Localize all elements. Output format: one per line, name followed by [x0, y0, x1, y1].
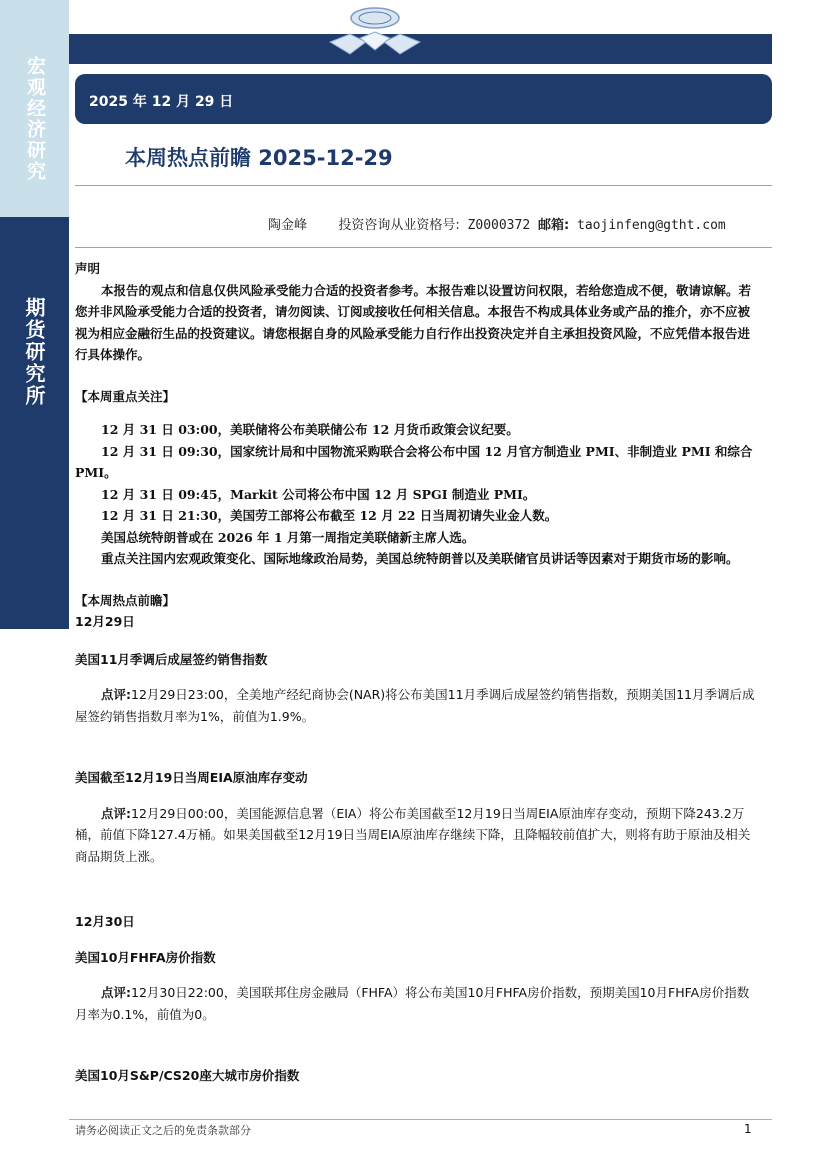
event-title: 美国截至12月19日当周EIA原油库存变动 — [75, 770, 308, 785]
focus-item: 12 月 31 日 21:30，美国劳工部将公布截至 12 月 22 日当周初请失业金人数。 — [101, 508, 558, 523]
report-body — [75, 258, 755, 1087]
page-title: 本周热点前瞻 2025-12-29 — [125, 146, 393, 170]
footer-disclaimer-note: 请务必阅读正文之后的免责条款部分 — [75, 1124, 251, 1137]
event-comment — [75, 803, 755, 868]
focus-item: 12 月 31 日 09:30，国家统计局和中国物流采购联合会将公布中国 12 月官方制造业 PMI、非制造业 PMI 和综合 PMI。 — [75, 443, 753, 480]
sidebar-bottom-panel — [0, 217, 69, 629]
footer-divider — [69, 1119, 772, 1120]
day-heading: 12月29日 — [75, 614, 135, 629]
sidebar-category-label: 宏观经济研究 — [24, 56, 46, 182]
focus-heading: 【本周重点关注】 — [75, 388, 176, 404]
divider — [75, 247, 772, 248]
focus-item: 美国总统特朗普或在 2026 年 1 月第一周指定美联储新主席人选。 — [101, 529, 475, 545]
qualification-label: 投资咨询从业资格号: — [338, 218, 460, 233]
comment-label: 点评: — [101, 687, 131, 702]
comment-text: 12月30日22:00，美国联邦住房金融局（FHFA）将公布美国10月FHFA房价指数，预期美国10月FHFA房价指数月率为0.1%，前值为0。 — [75, 985, 750, 1022]
focus-item: 12 月 31 日 09:45，Markit 公司将公布中国 12 月 SPGI 制造业 PMI。 — [101, 486, 536, 502]
email-link[interactable]: taojinfeng@gtht.com — [577, 218, 726, 233]
sidebar-top-panel — [0, 0, 69, 217]
divider — [75, 185, 772, 186]
event-comment — [75, 684, 755, 727]
focus-item: 重点关注国内宏观政策变化、国际地缘政治局势，美国总统特朗普以及美联储官员讲话等因素对于期货市场的影响。 — [101, 551, 739, 566]
event-title: 美国11月季调后成屋签约销售指数 — [75, 651, 268, 667]
comment-text: 12月29日00:00，美国能源信息署（EIA）将公布美国截至12月19日当周EIA原油库存变动，预期下降243.2万桶，前值下降127.4万桶。如果美国截至12月19日当周EIA原油库存继续下降，且降幅较前值扩大，则将有助于原油及相关商品期货上涨。 — [75, 805, 751, 864]
disclaimer-heading: 声明 — [75, 261, 101, 276]
disclaimer-body: 本报告的观点和信息仅供风险承受能力合适的投资者参考。本报告难以设置访问权限，若给您造成不便，敬请谅解。若您并非风险承受能力合适的投资者，请勿阅读、订阅或接收任何相关信息。本报告不构成具体业务或产品的推介，亦不应被视为相应金融衍生品的投资建议。请您根据自身的风险承受能力自行作出投资决定并自主承担投资风险，不应凭借本报告进行具体操作。 — [75, 282, 752, 362]
comment-text: 12月29日23:00，全美地产经纪商协会(NAR)将公布美国11月季调后成屋签约销售指数，预期美国11月季调后成屋签约销售指数月率为1%，前值为1.9%。 — [75, 687, 755, 724]
event-title: 美国10月FHFA房价指数 — [75, 949, 216, 965]
page-number: 1 — [744, 1122, 752, 1136]
report-date: 2025 年 12 月 29 日 — [89, 94, 234, 110]
qualification-number: Z0000372 — [467, 218, 531, 233]
comment-label: 点评: — [101, 985, 131, 1000]
author-name: 陶金峰 — [268, 218, 308, 233]
comment-label: 点评: — [101, 805, 131, 821]
sidebar-institute-label: 期货研究所 — [22, 297, 46, 407]
diamond-logo-icon — [320, 4, 430, 64]
outlook-heading: 【本周热点前瞻】 — [75, 592, 176, 608]
day-heading: 12月30日 — [75, 914, 135, 929]
focus-item: 12 月 31 日 03:00，美联储将公布美联储公布 12 月货币政策会议纪要。 — [101, 422, 519, 437]
author-line — [268, 214, 726, 233]
date-banner — [75, 74, 772, 124]
event-comment — [75, 982, 755, 1025]
email-label: 邮箱: — [538, 218, 570, 233]
event-title: 美国10月S&P/CS20座大城市房价指数 — [75, 1068, 300, 1083]
